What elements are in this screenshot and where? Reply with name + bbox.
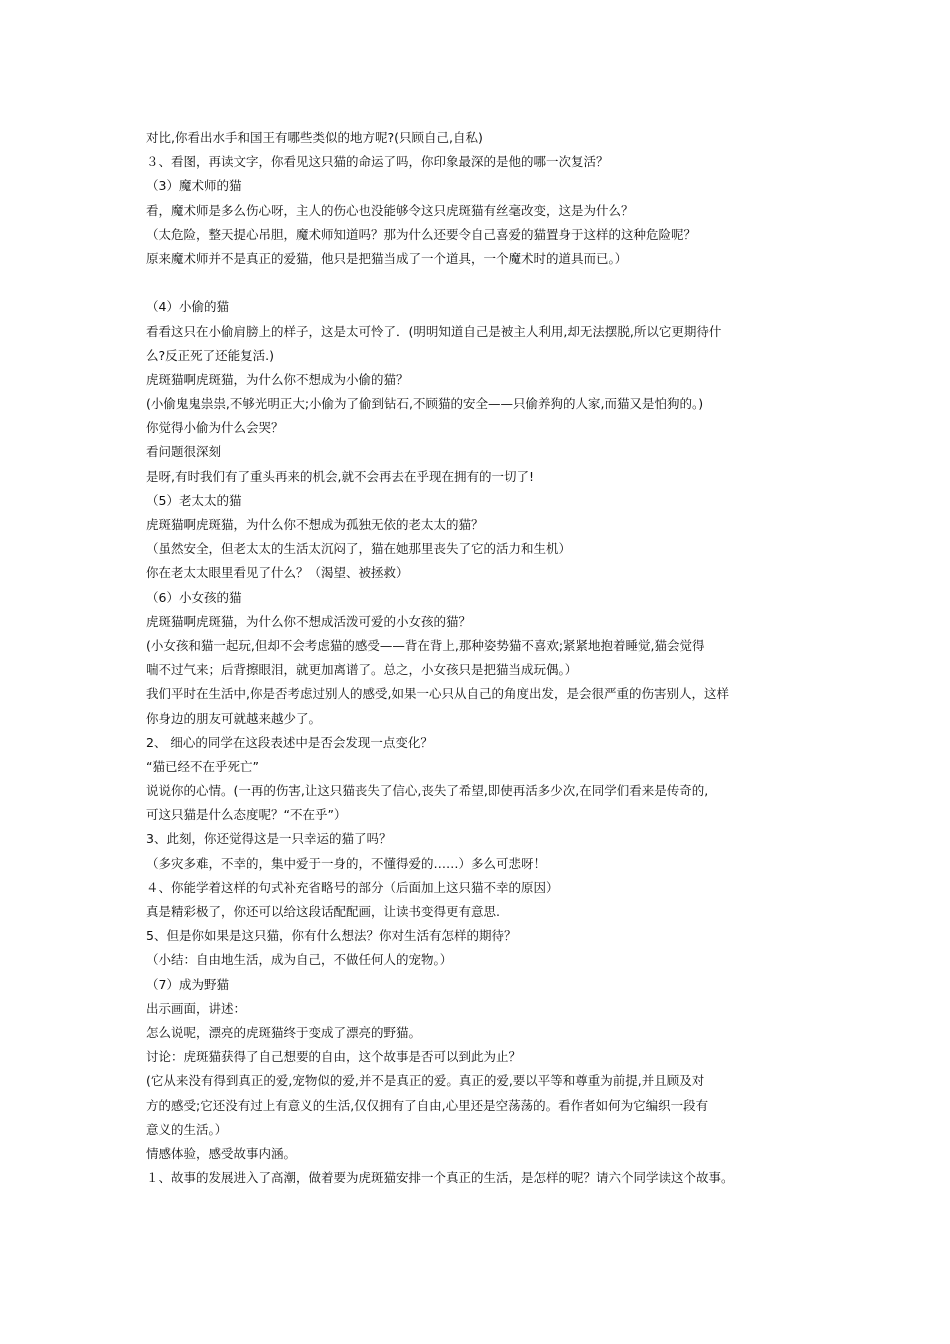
text-line: 出示画面，讲述： xyxy=(146,1000,247,1016)
text-line: “猫已经不在乎死亡” xyxy=(146,758,259,774)
text-line: 说说你的心情。(一再的伤害,让这只猫丧失了信心,丧失了希望,即使再活多少次,在同学们看来是传奇的, xyxy=(146,783,709,799)
text-line: ３、看图，再读文字，你看见这只猫的命运了吗，你印象最深的是他的哪一次复活？ xyxy=(146,154,609,170)
text-line: 3、此刻，你还觉得这是一只幸运的猫了吗？ xyxy=(146,831,392,847)
text-line: (小女孩和猫一起玩,但却不会考虑猫的感受——背在背上,那种姿势猫不喜欢;紧紧地抱着睡觉,猫会觉得 xyxy=(146,637,705,653)
text-line: （太危险，整天提心吊胆，魔术师知道吗？那为什么还要令自己喜爱的猫置身于这样的这种危险呢？ xyxy=(146,226,697,242)
text-line: 你身边的朋友可就越来越少了。 xyxy=(146,710,322,726)
blank-line xyxy=(146,271,814,295)
text-line: 方的感受;它还没有过上有意义的生活,仅仅拥有了自由,心里还是空荡荡的。看作者如何为它编织一段有 xyxy=(146,1097,709,1113)
text-line: １、故事的发展进入了高潮，做着要为虎斑猫安排一个真正的生活，是怎样的呢？请六个同学读这个故事。 xyxy=(146,1170,734,1186)
text-line: （5）老太太的猫 xyxy=(146,492,242,508)
text-line: 2、 细心的同学在这段表述中是否会发现一点变化？ xyxy=(146,734,433,750)
text-line: 虎斑猫啊虎斑猫，为什么你不想成为孤独无依的老太太的猫？ xyxy=(146,517,484,532)
text-line: 是呀,有时我们有了重头再来的机会,就不会再去在乎现在拥有的一切了! xyxy=(146,468,534,484)
text-line: 讨论：虎斑猫获得了自己想要的自由，这个故事是否可以到此为止？ xyxy=(146,1049,522,1065)
text-line: 原来魔术师并不是真正的爱猫，他只是把猫当成了一个道具，一个魔术时的道具而已。） xyxy=(146,250,628,266)
text-line: 意义的生活。） xyxy=(146,1121,228,1137)
document-body xyxy=(146,126,814,1190)
text-line: （7）成为野猫 xyxy=(146,976,229,992)
text-line: （多灾多难，不幸的，集中爱于一身的，不懂得爱的……）多么可悲呀！ xyxy=(146,855,547,871)
text-line: 我们平时在生活中,你是否考虑过别人的感受,如果一心只从自己的角度出发，是会很严重的伤害别人，这样 xyxy=(146,686,729,702)
text-line: 么?反正死了还能复活.) xyxy=(146,347,274,363)
text-line: ４、你能学着这样的句式补充省略号的部分（后面加上这只猫不幸的原因） xyxy=(146,879,559,895)
text-line: 你觉得小偷为什么会哭？ xyxy=(146,420,284,436)
text-line: 虎斑猫啊虎斑猫，为什么你不想成活泼可爱的小女孩的猫？ xyxy=(146,613,472,629)
text-line: 5、但是你如果是这只猫，你有什么想法？你对生活有怎样的期待？ xyxy=(146,928,517,944)
text-line: 看，魔术师是多么伤心呀，主人的伤心也没能够令这只虎斑猫有丝毫改变，这是为什么？ xyxy=(146,202,634,218)
text-line: （4）小偷的猫 xyxy=(146,299,229,315)
text-line: （虽然安全，但老太太的生活太沉闷了，猫在她那里丧失了它的活力和生机） xyxy=(146,541,572,557)
text-line: 真是精彩极了，你还可以给这段话配配画，让读书变得更有意思. xyxy=(146,904,500,919)
text-line: 看问题很深刻 xyxy=(146,444,222,460)
text-line: （6）小女孩的猫 xyxy=(146,589,242,605)
text-line: 情感体验，感受故事内涵。 xyxy=(146,1145,297,1161)
text-line: 对比,你看出水手和国王有哪些类似的地方呢?(只顾自己,自私) xyxy=(146,130,483,145)
text-line: 看看这只在小偷肩膀上的样子，这是太可怜了．(明明知道自己是被主人利用,却无法摆脱,所以它更期待什 xyxy=(146,323,722,339)
text-line: 可这只猫是什么态度呢？“不在乎”） xyxy=(146,807,347,823)
text-line: （3）魔术师的猫 xyxy=(146,178,242,194)
text-line: 你在老太太眼里看见了什么？（渴望、被拯救） xyxy=(146,565,409,581)
text-line: (小偷鬼鬼祟祟,不够光明正大;小偷为了偷到钻石,不顾猫的安全——只偷养狗的人家,而猫又是怕狗的。) xyxy=(146,396,704,412)
text-line: (它从来没有得到真正的爱,宠物似的爱,并不是真正的爱。真正的爱,要以平等和尊重为前提,并且顾及对 xyxy=(146,1073,705,1089)
text-line: （小结：自由地生活，成为自己，不做任何人的宠物。） xyxy=(146,952,453,968)
text-line: 虎斑猫啊虎斑猫，为什么你不想成为小偷的猫？ xyxy=(146,371,409,387)
text-line: 怎么说呢，漂亮的虎斑猫终于变成了漂亮的野猫。 xyxy=(146,1024,422,1040)
text-line: 喘不过气来；后背擦眼泪，就更加离谱了。总之，小女孩只是把猫当成玩偶。） xyxy=(146,662,578,678)
